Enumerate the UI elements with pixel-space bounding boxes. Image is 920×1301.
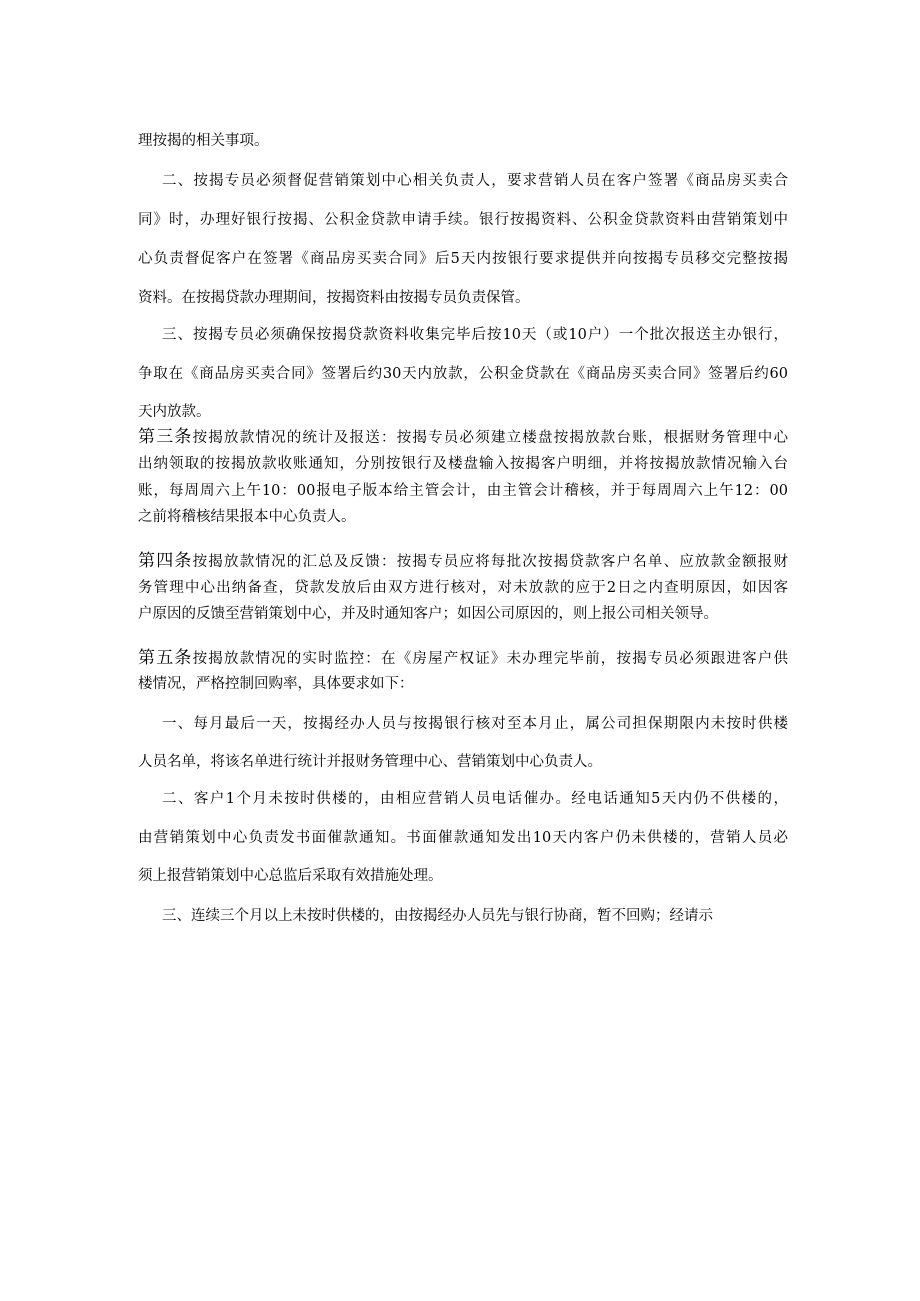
paragraph-line: 之前将稽核结果报本中心负责人。	[138, 509, 356, 525]
paragraph-line: 三、连续三个月以上未按时供楼的，由按揭经办人员先与银行协商，暂不回购；经请示	[162, 908, 713, 924]
paragraph-line: 户原因的反馈至营销策划中心，并及时通知客户；如因公司原因的，则上报公司相关领导。	[138, 606, 718, 622]
paragraph-line: 天内放款。	[138, 404, 211, 420]
article-3-heading: 第三条	[138, 427, 193, 447]
paragraph-line: 楼情况，严格控制回购率，具体要求如下：	[138, 676, 414, 692]
paragraph-line: 账，每周周六上午10：00报电子版本给主管会计，由主管会计稽核，并于每周周六上午12：00	[138, 483, 788, 499]
article-4-first-line	[138, 551, 788, 572]
paragraph-line: 由营销策划中心负责发书面催款通知。书面催款通知发出10天内客户仍未供楼的，营销人员必	[138, 830, 788, 846]
paragraph-line: 人员名单，将该名单进行统计并报财务管理中心、营销策划中心负责人。	[138, 754, 602, 770]
paragraph-line: 同》时，办理好银行按揭、公积金贷款申请手续。银行按揭资料、公积金贷款资料由营销策划中	[138, 212, 788, 228]
article-3-first-line	[138, 427, 788, 448]
article-3-text: 按揭放款情况的统计及报送：按揭专员必须建立楼盘按揭放款台账，根据财务管理中心	[192, 430, 788, 446]
paragraph-line: 出纳领取的按揭放款收账通知，分别按银行及楼盘输入按揭客户明细，并将按揭放款情况输入台	[138, 456, 788, 472]
article-5-heading: 第五条	[138, 648, 193, 668]
paragraph-line: 理按揭的相关事项。	[138, 133, 269, 149]
paragraph-line: 二、按揭专员必须督促营销策划中心相关负责人，要求营销人员在客户签署《商品房买卖合	[162, 173, 788, 189]
paragraph-line: 须上报营销策划中心总监后采取有效措施处理。	[138, 868, 443, 884]
paragraph-line: 心负责督促客户在签署《商品房买卖合同》后5天内按银行要求提供并向按揭专员移交完整按揭	[138, 251, 788, 267]
paragraph-line: 二、客户1个月未按时供楼的，由相应营销人员电话催办。经电话通知5天内仍不供楼的，	[162, 791, 788, 807]
article-4-heading: 第四条	[138, 551, 193, 571]
paragraph-line: 务管理中心出纳备查，贷款发放后由双方进行核对，对未放款的应于2日之内查明原因，如因客	[138, 580, 788, 596]
paragraph-line: 一、每月最后一天，按揭经办人员与按揭银行核对至本月止，属公司担保期限内未按时供楼	[162, 716, 788, 732]
paragraph-line: 资料。在按揭贷款办理期间，按揭资料由按揭专员负责保管。	[138, 290, 530, 306]
paragraph-line: 争取在《商品房买卖合同》签署后约30天内放款，公积金贷款在《商品房买卖合同》签署后约60	[138, 366, 788, 382]
article-4-text: 按揭放款情况的汇总及反馈：按揭专员应将每批次按揭贷款客户名单、应放款金额报财	[192, 554, 788, 570]
paragraph-line: 三、按揭专员必须确保按揭贷款资料收集完毕后按10天（或10户）一个批次报送主办银行，	[162, 327, 788, 343]
article-5-text: 按揭放款情况的实时监控：在《房屋产权证》未办理完毕前，按揭专员必须跟进客户供	[192, 651, 788, 667]
article-5-first-line	[138, 648, 788, 669]
